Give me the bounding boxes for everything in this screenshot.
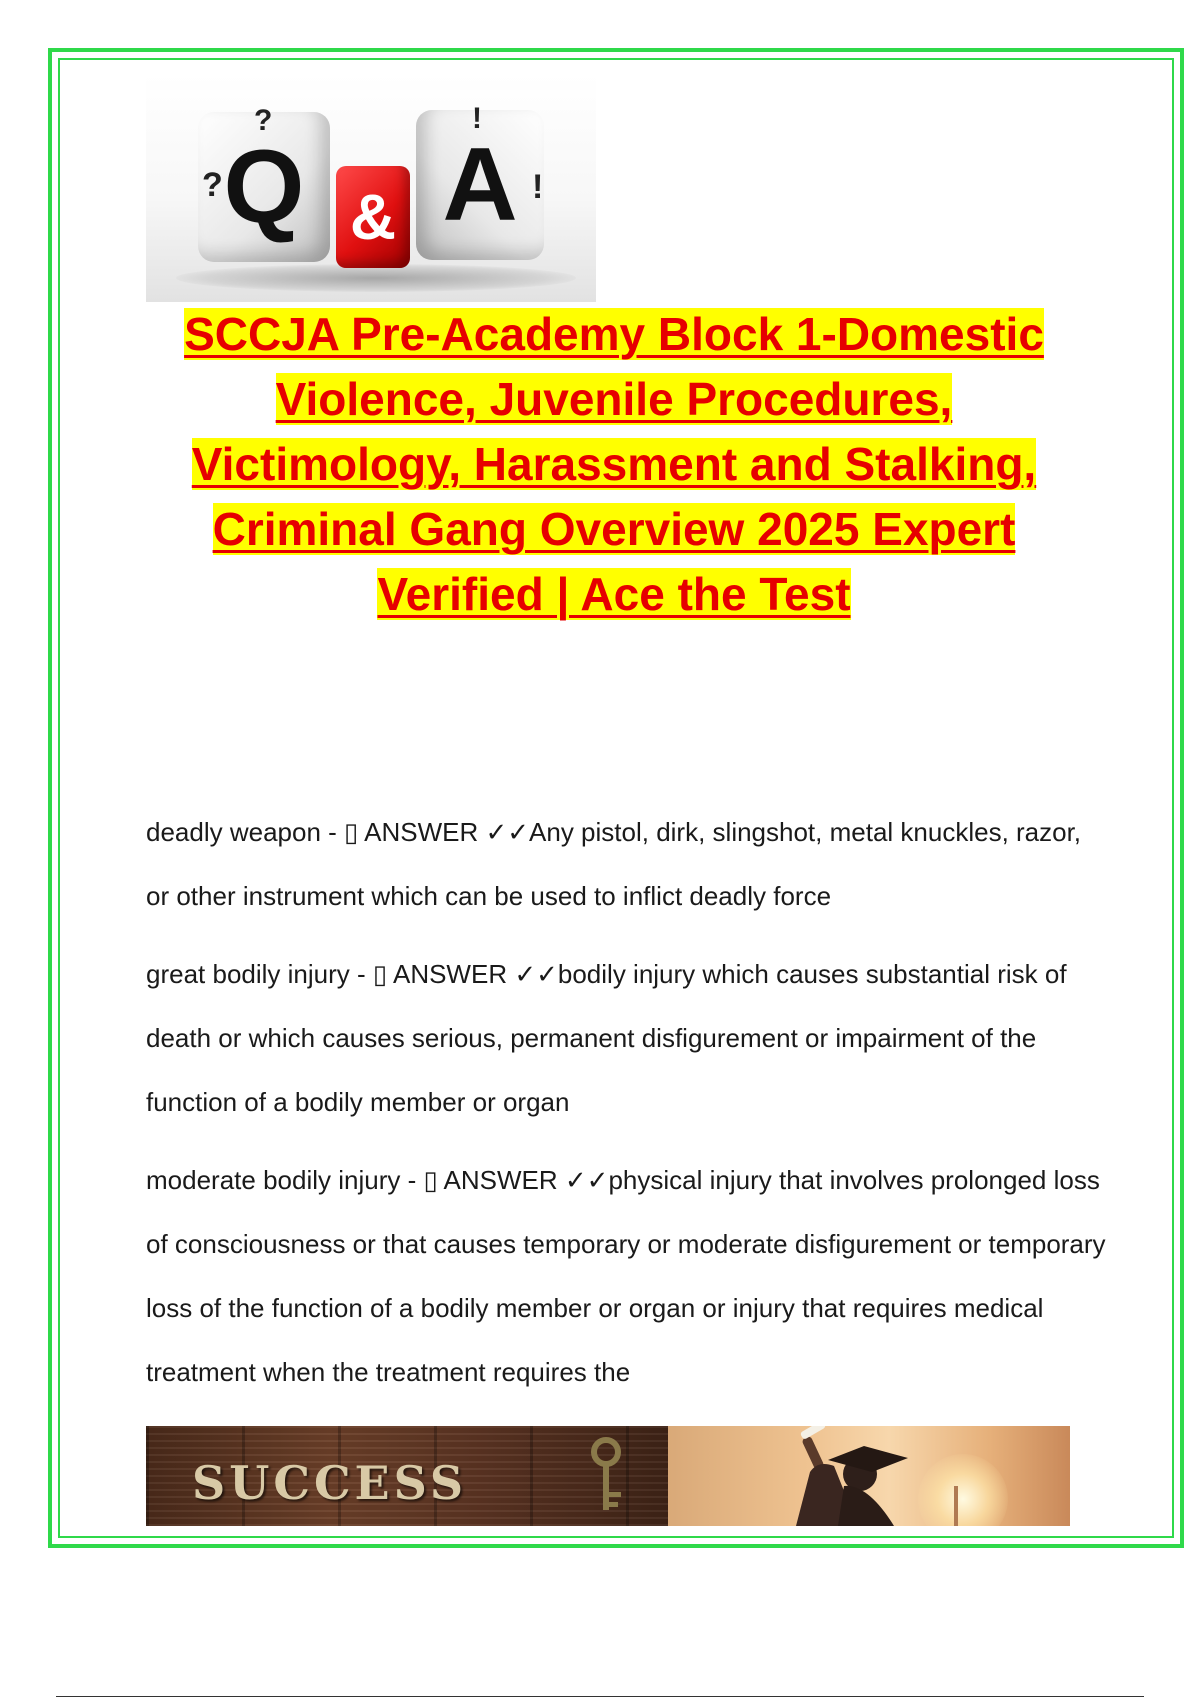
qa-item-deadly-weapon: deadly weapon - ▯ ANSWER ✓✓Any pistol, dirk, slingshot, metal knuckles, razor, or other instrument which can be used to inflict deadly force <box>146 817 1082 911</box>
die-a-letter: A <box>442 126 518 243</box>
die-amp-letter: & <box>349 181 397 253</box>
success-banner-image <box>146 1426 1070 1526</box>
title-line: Verified | Ace the Test <box>377 568 851 620</box>
title-line: Victimology, Harassment and Stalking, <box>191 438 1037 490</box>
qa-list <box>146 800 1106 1418</box>
title-line: SCCJA Pre-Academy Block 1-Domestic <box>184 308 1044 360</box>
success-word: SUCCESS <box>192 1456 468 1510</box>
qa-item-moderate-bodily-injury: moderate bodily injury - ▯ ANSWER ✓✓physical injury that involves prolonged loss of consciousness or that causes temporary or moderate disfigurement or temporary loss of the function of a bodily member or organ or injury that requires medical treatment when the treatment requires the <box>146 1165 1106 1387</box>
exclamation-mark-side: ! <box>532 168 544 206</box>
wood-panel <box>146 1426 668 1526</box>
key-icon <box>576 1434 636 1518</box>
question-mark-top: ? <box>254 104 273 137</box>
document-title <box>146 302 1082 627</box>
qa-dice-image <box>146 74 596 302</box>
title-line: Criminal Gang Overview 2025 Expert <box>212 503 1016 555</box>
bottom-divider <box>56 1696 1144 1697</box>
title-line: Violence, Juvenile Procedures, <box>275 373 953 425</box>
die-q-letter: Q <box>223 128 305 245</box>
question-mark-side: ? <box>202 166 223 204</box>
dice-shadow <box>176 264 576 292</box>
qa-item-great-bodily-injury: great bodily injury - ▯ ANSWER ✓✓bodily injury which causes substantial risk of death or which causes serious, permanent disfigurement or impairment of the function of a bodily member or organ <box>146 959 1067 1117</box>
graduate-panel <box>668 1426 1070 1526</box>
exclamation-mark-top: ! <box>472 102 482 135</box>
graduate-silhouette-icon <box>668 1426 1070 1526</box>
die-ampersand <box>336 166 410 268</box>
